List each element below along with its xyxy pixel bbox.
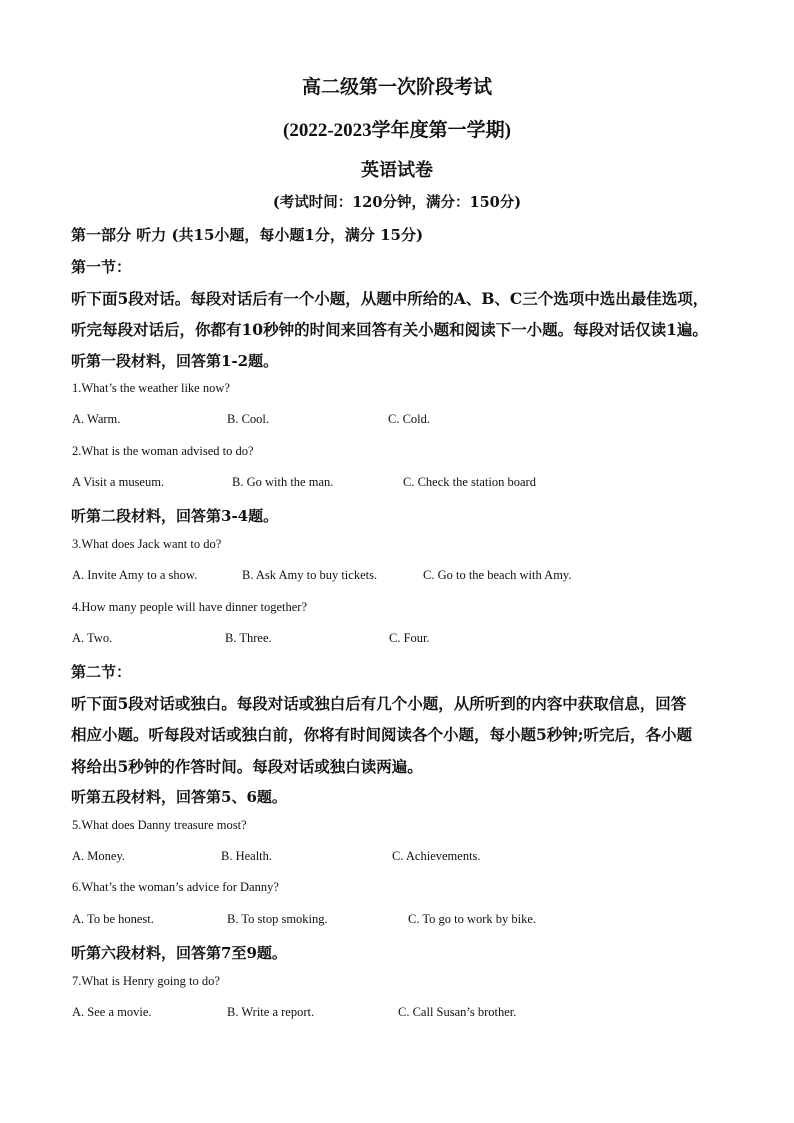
option-a[interactable]: A. See a movie. <box>72 1005 152 1019</box>
section1-instruction-line: 听下面5段对话。每段对话后有一个小题，从题中所给的A、B、C三个选项中选出最佳选项， <box>71 289 709 308</box>
option-c[interactable]: C. To go to work by bike. <box>408 912 537 926</box>
option-c[interactable]: C. Cold. <box>388 412 431 426</box>
option-a[interactable]: A. Invite Amy to a show. <box>72 568 198 582</box>
section2-instruction-line: 听下面5段对话或独白。每段对话或独白后有几个小题，从所听到的内容中获取信息，回答 <box>71 694 687 713</box>
group-heading: 听第一段材料，回答第1-2题。 <box>71 352 279 370</box>
question-text: 5.What does Danny treasure most? <box>72 818 247 832</box>
question-text: 4.How many people will have dinner together? <box>72 600 307 614</box>
option-b[interactable]: B. Health. <box>221 849 273 863</box>
option-a[interactable]: A. Money. <box>72 849 126 863</box>
subject-title: 英语试卷 <box>361 160 433 181</box>
section1-instruction-line: 听完每段对话后，你都有10秒钟的时间来回答有关小题和阅读下一小题。每段对话仅读1遍。 <box>71 320 708 339</box>
group-heading: 听第六段材料，回答第7至9题。 <box>71 944 287 962</box>
option-b[interactable]: B. Ask Amy to buy tickets. <box>242 568 378 582</box>
part1-heading: 第一部分 听力 (共15小题，每小题1分，满分 15分) <box>71 226 424 244</box>
section1-label: 第一节： <box>71 258 132 276</box>
exam-info: (考试时间：120分钟，满分：150分) <box>272 194 522 211</box>
section2-instruction-line: 相应小题。听每段对话或独白前，你将有时间阅读各个小题，每小题5秒钟;听完后，各小题 <box>71 725 693 744</box>
option-a[interactable]: A. Warm. <box>72 412 121 426</box>
option-b[interactable]: B. Three. <box>225 631 272 645</box>
option-b[interactable]: B. To stop smoking. <box>227 912 328 926</box>
question-text: 6.What’s the woman’s advice for Danny? <box>72 880 279 894</box>
option-c[interactable]: C. Check the station board <box>403 475 536 489</box>
option-c[interactable]: C. Call Susan’s brother. <box>398 1005 517 1019</box>
question-text: 2.What is the woman advised to do? <box>72 444 254 458</box>
option-a[interactable]: A. Two. <box>72 631 113 645</box>
option-a[interactable]: A Visit a museum. <box>72 475 165 489</box>
question-text: 3.What does Jack want to do? <box>72 537 222 551</box>
option-c[interactable]: C. Go to the beach with Amy. <box>423 568 572 582</box>
option-b[interactable]: B. Write a report. <box>227 1005 315 1019</box>
option-c[interactable]: C. Four. <box>389 631 430 645</box>
option-b[interactable]: B. Cool. <box>227 412 270 426</box>
section2-instruction-line: 将给出5秒钟的作答时间。每段对话或独白读两遍。 <box>71 757 423 776</box>
group-heading: 听第五段材料，回答第5、6题。 <box>71 788 287 806</box>
school-year: (2022-2023学年度第一学期) <box>283 120 511 141</box>
option-c[interactable]: C. Achievements. <box>392 849 481 863</box>
option-a[interactable]: A. To be honest. <box>72 912 154 926</box>
question-text: 1.What’s the weather like now? <box>72 381 230 395</box>
group-heading: 听第二段材料，回答第3-4题。 <box>71 507 279 525</box>
exam-title: 高二级第一次阶段考试 <box>301 76 492 98</box>
question-text: 7.What is Henry going to do? <box>72 974 220 988</box>
option-b[interactable]: B. Go with the man. <box>232 475 334 489</box>
section2-label: 第二节： <box>71 663 132 681</box>
